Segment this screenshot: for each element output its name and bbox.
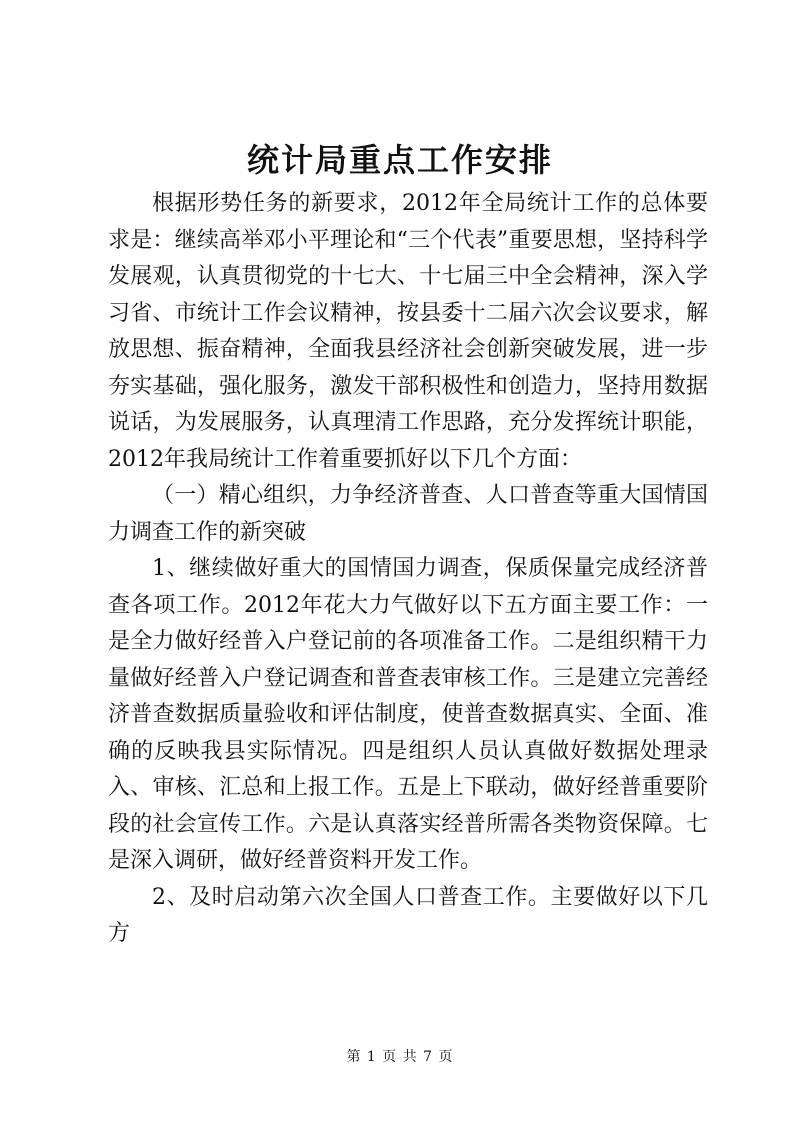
paragraph-intro: 根据形势任务的新要求，2012年全局统计工作的总体要求是：继续高举邓小平理论和“三个代表”重要思想，坚持科学发展观，认真贯彻党的十七大、十七届三中全会精神，深入学习省、市统计工作会议精神，按县委十二届六次会议要求，解放思想、振奋精神，全面我县经济社会创新突破发展，进一步夯实基础，强化服务，激发干部积极性和创造力，坚持用数据说话，为发展服务，认真理清工作思路，充分发挥统计职能，2012年我局统计工作着重要抓好以下几个方面： [108, 191, 708, 472]
section-heading-1: （一）精心组织，力争经济普查、人口普查等重大国情国力调查工作的新突破 [108, 483, 708, 545]
document-body [108, 186, 708, 953]
document-title: 统计局重点工作安排 [246, 141, 553, 179]
page-number-footer: 第 1 页 共 7 页 [346, 1049, 454, 1065]
paragraph-item-1: 1、继续做好重大的国情国力调查，保质保量完成经济普查各项工作。2012年花大力气做好以下五方面主要工作：一是全力做好经普入户登记前的各项准备工作。二是组织精干力量做好经普入户登记调查和普查表审核工作。三是建立完善经济普查数据质量验收和评估制度，使普查数据真实、全面、准确的反映我县实际情况。四是组织人员认真做好数据处理录入、审核、汇总和上报工作。五是上下联动，做好经普重要阶段的社会宣传工作。六是认真落实经普所需各类物资保障。七是深入调研，做好经普资料开发工作。 [108, 556, 708, 873]
paragraph-item-2: 2、及时启动第六次全国人口普查工作。主要做好以下几方 [108, 884, 708, 946]
